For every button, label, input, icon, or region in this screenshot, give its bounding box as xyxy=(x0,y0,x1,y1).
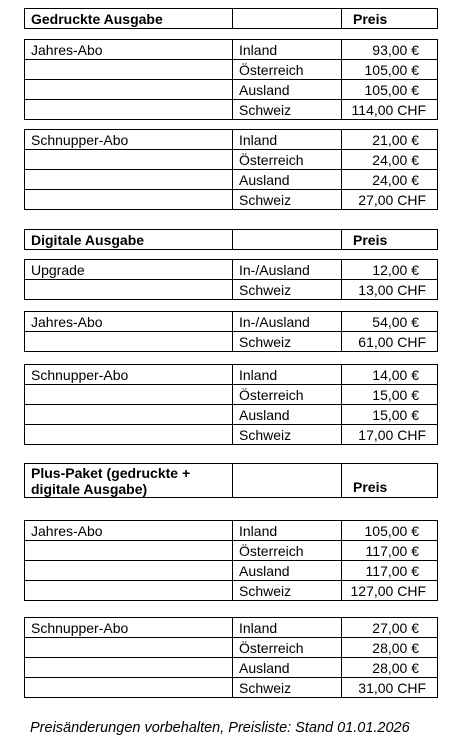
product-name: Upgrade xyxy=(25,260,233,280)
table-row xyxy=(25,638,438,658)
region: Schweiz xyxy=(233,581,342,601)
table-row xyxy=(25,425,438,445)
region: Ausland xyxy=(233,80,342,100)
price: 61,00 CHF xyxy=(342,332,438,352)
table-row xyxy=(25,561,438,581)
region: Inland xyxy=(233,521,342,541)
region: Inland xyxy=(233,130,342,150)
price-block-plus-annual xyxy=(24,520,438,601)
section-title: Digitale Ausgabe xyxy=(25,230,233,250)
price: 13,00 CHF xyxy=(342,280,438,300)
region: Österreich xyxy=(233,638,342,658)
product-name: Schnupper-Abo xyxy=(25,130,233,150)
section-title-line1: Plus-Paket (gedruckte + xyxy=(31,464,191,481)
table-row xyxy=(25,170,438,190)
section-header-printed xyxy=(24,8,438,29)
table-row xyxy=(25,365,438,385)
region: Schweiz xyxy=(233,190,342,210)
price: 31,00 CHF xyxy=(342,678,438,698)
table-row xyxy=(25,130,438,150)
region: Inland xyxy=(233,618,342,638)
price: 15,00 € xyxy=(342,385,438,405)
region: Schweiz xyxy=(233,280,342,300)
footer-note: Preisänderungen vorbehalten, Preisliste: Stand 01.01.2026 xyxy=(30,720,410,736)
price: 127,00 CHF xyxy=(342,581,438,601)
table-row xyxy=(25,521,438,541)
table-row xyxy=(25,260,438,280)
product-name: Jahres-Abo xyxy=(25,40,233,60)
region: Inland xyxy=(233,365,342,385)
price: 117,00 € xyxy=(342,541,438,561)
product-name: Jahres-Abo xyxy=(25,312,233,332)
region: Österreich xyxy=(233,541,342,561)
section-title xyxy=(25,464,233,498)
table-row xyxy=(25,40,438,60)
price-block-digital-upgrade xyxy=(24,259,438,300)
price-header: Preis xyxy=(342,230,438,250)
price: 28,00 € xyxy=(342,658,438,678)
price-block-printed-annual xyxy=(24,39,438,120)
product-name: Schnupper-Abo xyxy=(25,618,233,638)
region: Schweiz xyxy=(233,332,342,352)
region: Ausland xyxy=(233,658,342,678)
price: 93,00 € xyxy=(342,40,438,60)
price: 117,00 € xyxy=(342,561,438,581)
region: In-/Ausland xyxy=(233,260,342,280)
table-row xyxy=(25,332,438,352)
region: Schweiz xyxy=(233,425,342,445)
table-row xyxy=(25,581,438,601)
region: Österreich xyxy=(233,150,342,170)
table-row xyxy=(25,385,438,405)
region: Schweiz xyxy=(233,100,342,120)
section-header-digital xyxy=(24,229,438,250)
table-row xyxy=(25,678,438,698)
section-title-line2: digitale Ausgabe) xyxy=(31,480,148,497)
product-name: Schnupper-Abo xyxy=(25,365,233,385)
region: Österreich xyxy=(233,60,342,80)
table-row xyxy=(25,190,438,210)
price-header: Preis xyxy=(342,464,438,498)
table-row xyxy=(25,80,438,100)
table-row xyxy=(25,100,438,120)
table-row xyxy=(25,60,438,80)
section-title: Gedruckte Ausgabe xyxy=(25,9,233,29)
price-block-printed-trial xyxy=(24,129,438,210)
price-block-digital-annual xyxy=(24,311,438,352)
table-row xyxy=(25,150,438,170)
table-row xyxy=(25,541,438,561)
price: 24,00 € xyxy=(342,170,438,190)
price-header: Preis xyxy=(342,9,438,29)
table-row xyxy=(25,658,438,678)
price-block-plus-trial xyxy=(24,617,438,698)
table-row xyxy=(25,312,438,332)
product-name: Jahres-Abo xyxy=(25,521,233,541)
table-row xyxy=(25,618,438,638)
region: Schweiz xyxy=(233,678,342,698)
price: 54,00 € xyxy=(342,312,438,332)
table-row xyxy=(25,405,438,425)
price: 21,00 € xyxy=(342,130,438,150)
price: 17,00 CHF xyxy=(342,425,438,445)
region: Österreich xyxy=(233,385,342,405)
price: 27,00 € xyxy=(342,618,438,638)
price: 28,00 € xyxy=(342,638,438,658)
region: Ausland xyxy=(233,170,342,190)
price: 105,00 € xyxy=(342,521,438,541)
table-row xyxy=(25,280,438,300)
section-header-plus xyxy=(24,463,438,498)
price: 114,00 CHF xyxy=(342,100,438,120)
region: Ausland xyxy=(233,561,342,581)
price: 15,00 € xyxy=(342,405,438,425)
price: 14,00 € xyxy=(342,365,438,385)
price-block-digital-trial xyxy=(24,364,438,445)
price: 105,00 € xyxy=(342,60,438,80)
price: 12,00 € xyxy=(342,260,438,280)
region: Ausland xyxy=(233,405,342,425)
price: 105,00 € xyxy=(342,80,438,100)
price: 27,00 CHF xyxy=(342,190,438,210)
price: 24,00 € xyxy=(342,150,438,170)
region: Inland xyxy=(233,40,342,60)
region: In-/Ausland xyxy=(233,312,342,332)
